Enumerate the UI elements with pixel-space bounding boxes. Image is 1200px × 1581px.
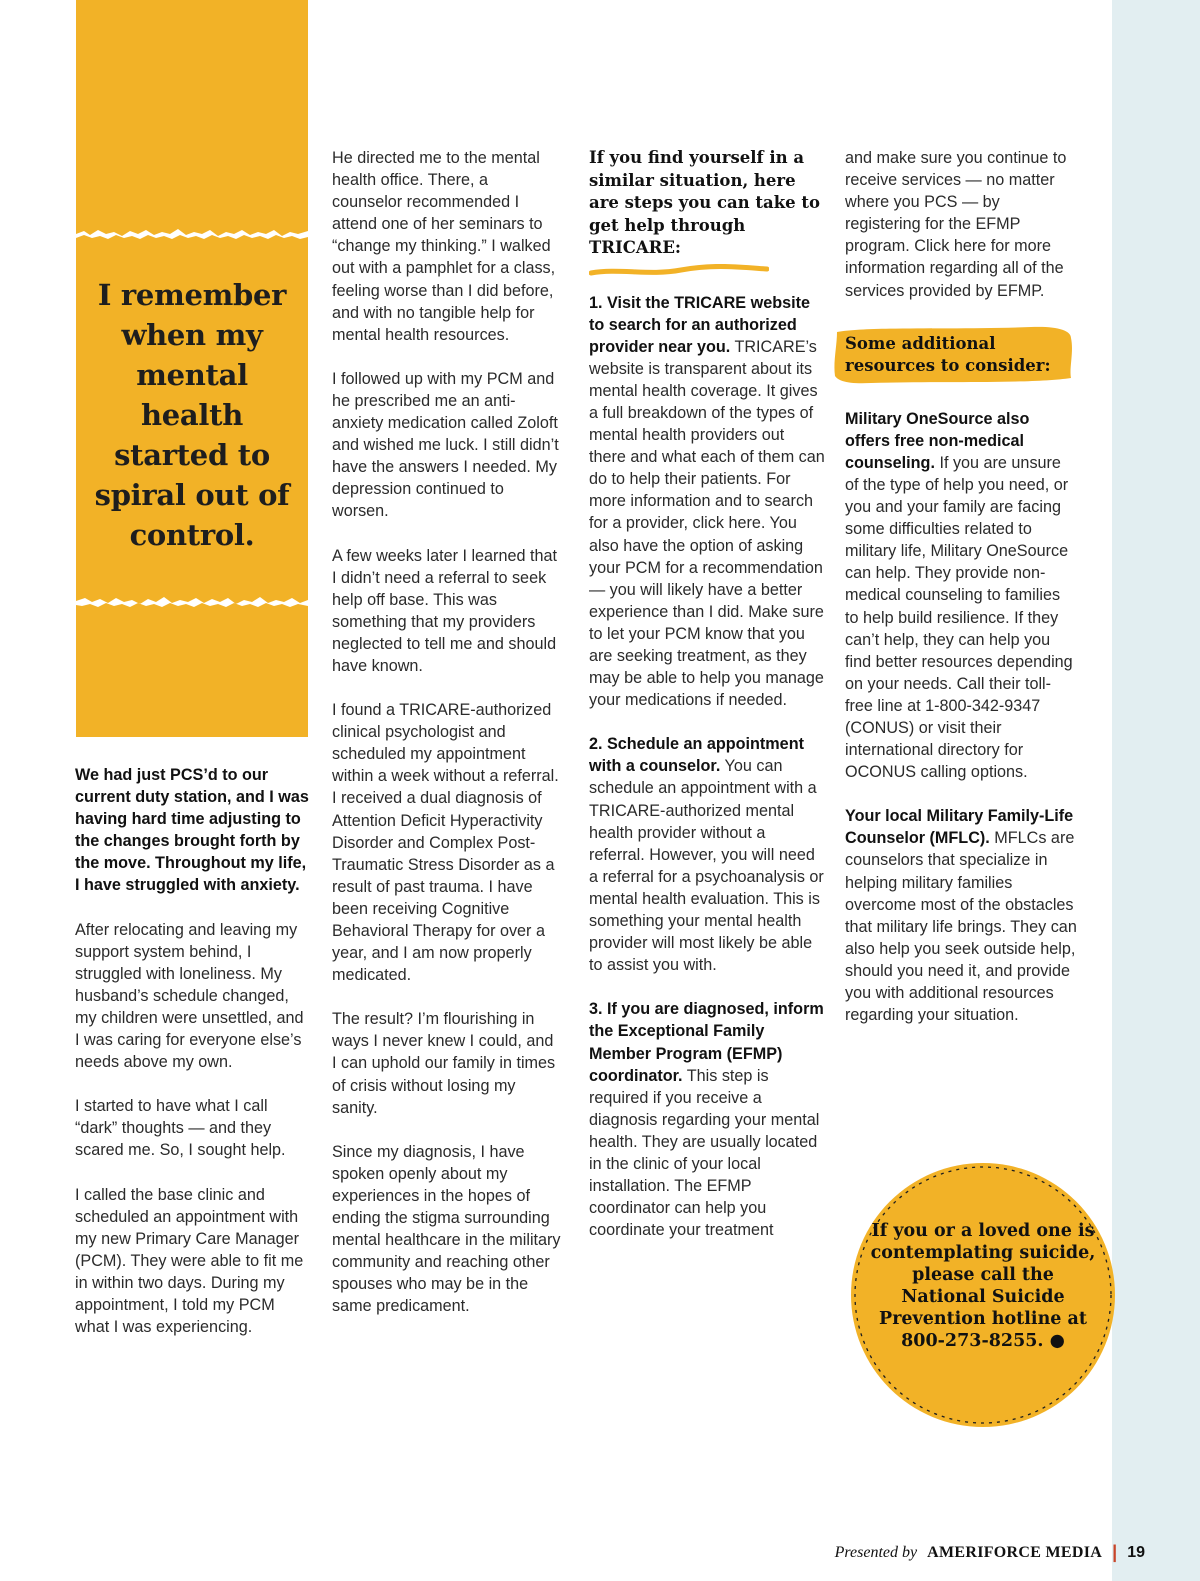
- paragraph: I started to have what I call “dark” thoughts — and they scared me. So, I sought help.: [75, 1097, 286, 1160]
- resource-2-body: MFLCs are counselors that specialize in helping military families overcome most of the obstacles that military life brings. They can also help you seek outside help, should you need it, and provide you with additional resources regarding your situation.: [845, 829, 1077, 1025]
- step-2-heading: 2. Schedule an appointment with a counselor.: [589, 735, 804, 776]
- paragraph: I called the base clinic and scheduled an appointment with my new Primary Care Manager (PCM). They were able to fit me in within two days. During my appointment, I told my PCM what I was experiencing.: [75, 1185, 304, 1337]
- torn-paper-divider-top: [76, 226, 308, 242]
- step-1-heading: 1. Visit the TRICARE website to search for an authorized provider near you.: [589, 293, 810, 356]
- resource-1-heading: Military OneSource also offers free non-medical counseling.: [845, 409, 1030, 472]
- yellow-brush-underline: [589, 264, 769, 278]
- resource-2: [845, 805, 1077, 1026]
- resource-2-heading: Your local Military Family-Life Counselor (MFLC).: [845, 807, 1074, 848]
- paragraph: The result? I’m flourishing in ways I never knew I could, and I can uphold our family in times of crisis without losing my sanity.: [332, 1010, 556, 1117]
- step-1: [589, 292, 825, 712]
- paragraph: I followed up with my PCM and he prescribed me an anti-anxiety medication called Zoloft and wished me luck. I still didn’t have the answers I needed. My depression continued to worsen.: [332, 369, 559, 521]
- resources-callout: [831, 324, 1075, 386]
- step-1-body: TRICARE’s website is transparent about its mental health coverage. It gives a full breakdown of the types of mental health providers out there and what each of them can do to help their patients. For more information and to search for a provider, click here. You also have the option of asking your PCM for a recommendation — you will likely have a better experience than I did. Make sure to let your PCM know that you are seeking treatment, as they may be able to help you manage your medications if needed.: [589, 337, 825, 710]
- article-column-3: [589, 147, 825, 1263]
- step-3-body: This step is required if you receive a diagnosis regarding your mental health. They are usually located in the clinic of your local installation. The EFMP coordinator can help you coordinate your treatment: [589, 1066, 820, 1240]
- page-footer: [835, 1542, 1145, 1563]
- presented-by-label: Presented by: [834, 1543, 918, 1561]
- pull-quote: I remember when my mental health started to spiral out of control.: [94, 278, 290, 552]
- page-number: 19: [1127, 1543, 1145, 1561]
- step-2: [589, 733, 825, 976]
- footer-separator: |: [1112, 1542, 1118, 1562]
- resources-heading: Some additional resources to consider:: [845, 333, 1051, 375]
- resource-1: [845, 408, 1077, 784]
- step-3-heading: 3. If you are diagnosed, inform the Exceptional Family Member Program (EFMP) coordinator.: [589, 1000, 824, 1085]
- paragraph: After relocating and leaving my support system behind, I struggled with loneliness. My husband’s schedule changed, my children were unsettled, and I was caring for everyone else’s needs above my own.: [75, 920, 304, 1072]
- paragraph: and make sure you continue to receive services — no matter where you PCS — by registering for the EFMP program. Click here for more information regarding all of the services provided by EFMP.: [845, 149, 1067, 300]
- article-column-2: [332, 147, 562, 1340]
- hotline-text: If you or a loved one is contemplating suicide, please call the National Suicide Prevention hotline at 800-273-8255. ●: [870, 1221, 1096, 1351]
- steps-heading: If you find yourself in a similar situation, here are steps you can take to get help through TRICARE:: [589, 148, 821, 257]
- article-lead: We had just PCS’d to our current duty station, and I was having hard time adjusting to the changes brought forth by the move. Throughout my life, I have struggled with anxiety.: [75, 766, 309, 895]
- paragraph: A few weeks later I learned that I didn’t need a referral to seek help off base. This was something that my providers neglected to tell me and should have known.: [332, 546, 557, 675]
- step-3: [589, 998, 825, 1241]
- publisher-brand: AMERIFORCE MEDIA: [927, 1543, 1103, 1561]
- resource-1-body: If you are unsure of the type of help you need, or you and your family are facing some difficulties related to military life, Military OneSource can help. They provide non-medical counseling to families to help build resilience. If they can’t help, they can help you find better resources depending on your needs. Call their toll-free line at 1-800-342-9347 (CONUS) or visit their international directory for OCONUS calling options.: [845, 453, 1073, 782]
- article-column-1: [75, 764, 310, 1360]
- paragraph: I found a TRICARE-authorized clinical psychologist and scheduled my appointment within a week without a referral. I received a dual diagnosis of Attention Deficit Hyperactivity Disorder and Complex Post-Traumatic Stress Disorder as a result of past trauma. I have been receiving Cognitive Behavioral Therapy for over a year, and I am now properly medicated.: [332, 701, 559, 985]
- paragraph: He directed me to the mental health office. There, a counselor recommended I attend one of her seminars to “change my thinking.” I walked out with a pamphlet for a class, feeling worse than I did before, and with no tangible help for mental health resources.: [332, 149, 556, 344]
- article-column-4: [845, 147, 1077, 1048]
- step-2-body: You can schedule an appointment with a TRICARE-authorized mental health provider without a referral. However, you will need a referral for a psychoanalysis or mental health evaluation. This is something your mental health provider will most likely be able to assist you with.: [589, 757, 824, 975]
- paragraph: Since my diagnosis, I have spoken openly about my experiences in the hopes of ending the stigma surrounding mental healthcare in the military community and reaching other spouses who may be in the same predicament.: [332, 1142, 561, 1316]
- torn-paper-divider-bottom: [76, 594, 308, 610]
- hotline-callout: [838, 1150, 1128, 1440]
